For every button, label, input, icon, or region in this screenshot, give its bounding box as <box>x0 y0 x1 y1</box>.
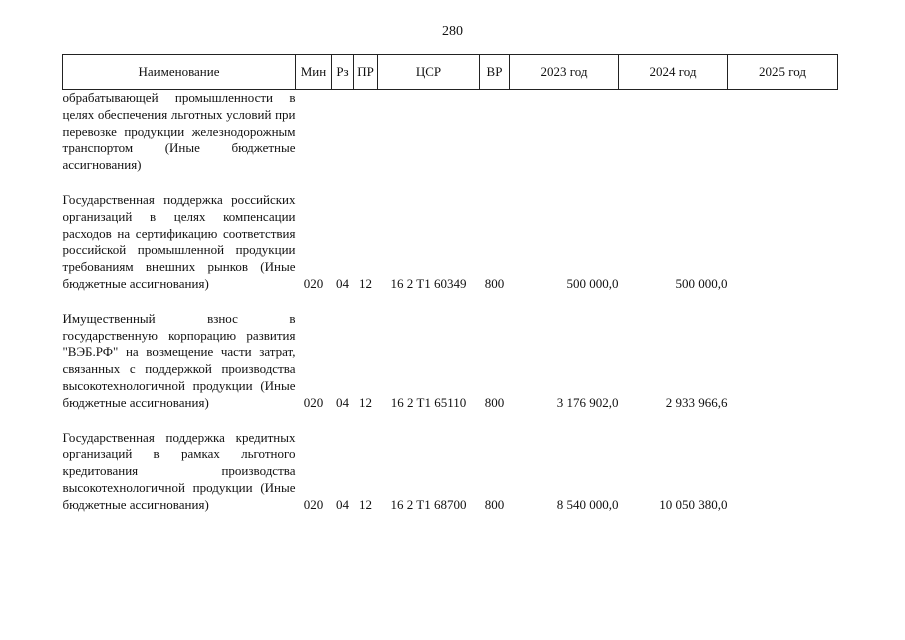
table-row <box>63 90 838 174</box>
row-name: Государственная поддержка кредитных организаций в рамках льготного кредитования производства высокотехнологичной продукции (Иные бюджетные ассигнования) <box>62 429 296 512</box>
budget-table <box>62 54 838 514</box>
row-2023: 3 176 902,0 <box>556 394 619 410</box>
row-csr: 16 2 T1 60349 <box>390 275 467 291</box>
header-name: Наименование <box>63 55 296 90</box>
row-min: 020 <box>303 275 324 291</box>
row-vr <box>480 90 510 174</box>
row-csr <box>378 90 480 174</box>
row-rz: 04 <box>336 394 349 410</box>
header-min: Мин <box>296 55 332 90</box>
row-2023: 8 540 000,0 <box>556 496 619 512</box>
page-number: 280 <box>442 24 463 39</box>
header-2025: 2025 год <box>728 55 838 90</box>
row-pr <box>354 90 378 174</box>
header-vr: ВР <box>480 55 510 90</box>
row-pr: 12 <box>359 496 372 512</box>
row-2024: 500 000,0 <box>675 275 728 291</box>
table-row <box>63 311 838 412</box>
row-name: Государственная поддержка российских организаций в целях компенсации расходов на сертификацию соответствия российской промышленной продукции требованиям внешних рынков (Иные бюджетные ассигнования) <box>62 191 296 291</box>
row-2025 <box>728 90 838 174</box>
row-vr: 800 <box>484 275 505 291</box>
header-rz: Рз <box>332 55 354 90</box>
row-vr: 800 <box>484 496 505 512</box>
row-csr: 16 2 T1 68700 <box>390 496 467 512</box>
row-name: обрабатывающей промышленности в целях обеспечения льготных условий при перевозке продукции железнодорожным транспортом (Иные бюджетные ассигнования) <box>62 90 296 173</box>
row-2025 <box>728 311 838 412</box>
header-2024: 2024 год <box>619 55 728 90</box>
row-2023: 500 000,0 <box>566 275 619 291</box>
row-min: 020 <box>303 394 324 410</box>
row-2024: 2 933 966,6 <box>665 394 728 410</box>
row-2025 <box>728 192 838 293</box>
row-2024: 10 050 380,0 <box>659 496 728 512</box>
row-pr: 12 <box>359 394 372 410</box>
row-min: 020 <box>303 496 324 512</box>
row-rz <box>332 90 354 174</box>
row-csr: 16 2 T1 65110 <box>390 394 467 410</box>
row-2025 <box>728 430 838 514</box>
header-pr: ПР <box>354 55 378 90</box>
row-2024 <box>619 90 728 174</box>
row-rz: 04 <box>336 496 349 512</box>
header-2023: 2023 год <box>510 55 619 90</box>
row-vr: 800 <box>484 394 505 410</box>
table-row <box>63 192 838 293</box>
row-min <box>296 90 332 174</box>
row-name: Имущественный взнос в государственную корпорацию развития "ВЭБ.РФ" на возмещение части затрат, связанных с поддержкой производства высокотехнологичной продукции (Иные бюджетные ассигнования) <box>62 310 296 410</box>
header-csr: ЦСР <box>378 55 480 90</box>
row-2023 <box>510 90 619 174</box>
table-header-row <box>63 55 838 90</box>
table-row <box>63 430 838 514</box>
row-pr: 12 <box>359 275 372 291</box>
row-rz: 04 <box>336 275 349 291</box>
